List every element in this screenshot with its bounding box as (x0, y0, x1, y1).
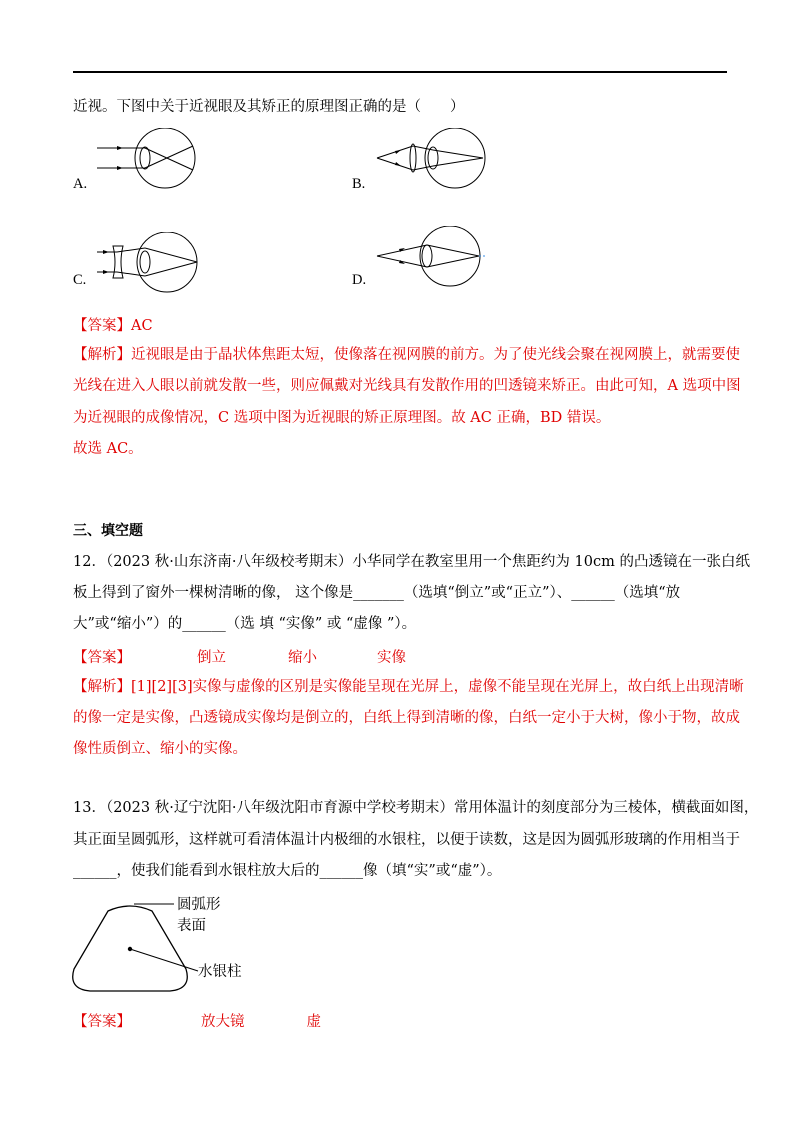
answer-1: 放大镜 (201, 1014, 245, 1030)
q12-answer (73, 648, 406, 668)
answer-label: 【答案】 (73, 1014, 131, 1030)
q11-analysis-line-2: 光线在进入人眼以前就发散一些，则应佩戴对光线具有发散作用的凹透镜来矫正。由此可知，A 选项中图 (73, 378, 741, 394)
answer-2: 虚 (306, 1014, 321, 1030)
q12-line-3: 大”或“缩小”）的______（选 填 “实像” 或 “虚像 ”）。 (73, 616, 417, 632)
eye-diagram-a (95, 128, 225, 190)
q12-analysis-line-2: 的像一定是实像，凸透镜成实像均是倒立的，白纸上得到清晰的像，白纸一定小于大树，像小于物，故成 (73, 710, 740, 726)
thermometer-cross-section-figure (70, 893, 280, 998)
eye-diagram-c (95, 232, 225, 294)
q11-stem: 近视。下图中关于近视眼及其矫正的原理图正确的是（ ） (73, 99, 465, 115)
option-b-label: B. (352, 176, 366, 192)
eye-diagram-b (375, 128, 515, 190)
q13-line-1: 13．（2023 秋·辽宁沈阳·八年级沈阳市育源中学校考期末）常用体温计的刻度部分为三棱体，横截面如图， (73, 800, 759, 816)
answer-label: 【答案】 (73, 318, 131, 334)
eye-diagram-d (375, 226, 505, 288)
q11-answer (73, 316, 153, 336)
figure-label-arc: 圆弧形 (177, 897, 221, 913)
option-a-label: A. (73, 176, 88, 192)
figure-label-mercury: 水银柱 (198, 964, 242, 980)
q12-analysis-line-1 (73, 677, 744, 697)
header-rule (73, 71, 727, 73)
q11-analysis-line-3: 为近视眼的成像情况，C 选项中图为近视眼的矫正原理图。故 AC 正确，BD 错误。 (73, 410, 611, 426)
analysis-label: 【解析】 (73, 347, 131, 363)
q13-line-3: ______，使我们能看到水银柱放大后的______像（填“实”或“虚”）。 (73, 863, 502, 879)
answer-2: 缩小 (288, 650, 317, 666)
analysis-text: [1][2][3]实像与虚像的区别是实像能呈现在光屏上，虚像不能呈现在光屏上，故白纸上出现清晰 (131, 679, 744, 695)
q11-analysis-line-4: 故选 AC。 (73, 441, 143, 457)
q12-analysis-line-3: 像性质倒立、缩小的实像。 (73, 741, 247, 757)
option-d-label: D. (352, 272, 367, 288)
q12-line-2: 板上得到了窗外一棵树清晰的像， 这个像是_______（选填“倒立”或“正立”）、______（选填“放 (73, 585, 681, 601)
q13-answer (73, 1012, 321, 1032)
answer-value: AC (131, 318, 153, 334)
analysis-label: 【解析】 (73, 679, 131, 695)
q12-line-1: 12．（2023 秋·山东济南·八年级校考期末）小华同学在教室里用一个焦距约为 10cm 的凸透镜在一张白纸 (73, 554, 750, 570)
answer-3: 实像 (377, 650, 406, 666)
option-c-label: C. (73, 272, 87, 288)
analysis-text: 近视眼是由于晶状体焦距太短，使像落在视网膜的前方。为了使光线会聚在视网膜上，就需要使 (131, 347, 740, 363)
figure-label-surface: 表面 (177, 918, 206, 934)
q13-line-2: 其正面呈圆弧形，这样就可看清体温计内极细的水银柱，以便于读数，这是因为圆弧形玻璃的作用相当于 (73, 832, 740, 848)
answer-1: 倒立 (197, 650, 226, 666)
section-title: 三、填空题 (73, 523, 143, 539)
q11-analysis-line-1 (73, 345, 740, 365)
answer-label: 【答案】 (73, 650, 131, 666)
